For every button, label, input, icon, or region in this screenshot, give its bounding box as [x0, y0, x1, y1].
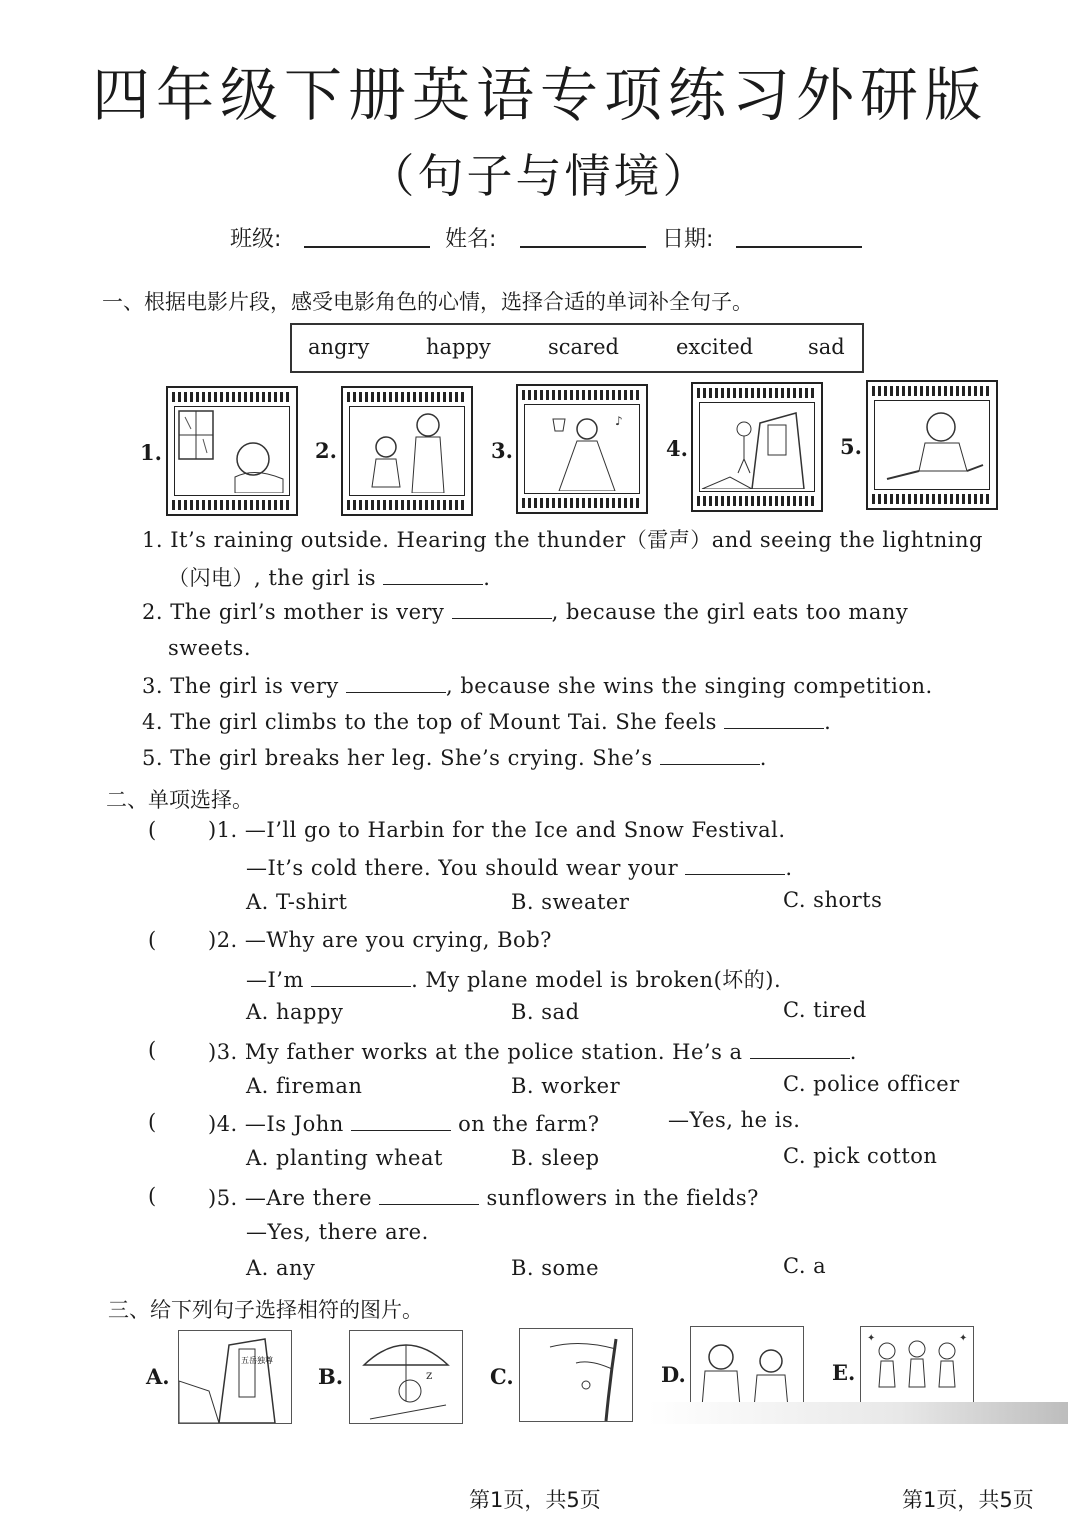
option-a[interactable]: A. happy [246, 1000, 344, 1024]
answer-blank[interactable] [379, 1184, 479, 1205]
page-edge-shadow [648, 1402, 1068, 1424]
s2-q5-line1: )5. —Are there sunflowers in the fields? [208, 1186, 759, 1210]
answer-paren[interactable]: ( [148, 1038, 157, 1062]
film-frame-4 [691, 382, 823, 512]
crying-girl-illustration [875, 401, 987, 487]
option-a[interactable]: A. planting wheat [246, 1146, 443, 1170]
tree-illustration [520, 1329, 632, 1421]
word-bank-item: scared [548, 335, 619, 359]
date-field[interactable] [736, 224, 862, 252]
answer-blank[interactable] [346, 672, 446, 693]
film-frame-2 [341, 386, 473, 516]
option-c[interactable]: C. police officer [783, 1072, 960, 1096]
answer-paren[interactable]: ( [148, 928, 157, 952]
class-label: 班级: [230, 227, 282, 252]
page-number-left: 第1页，共5页 [469, 1488, 601, 1512]
stone-sign-text: 五岳独尊 [241, 1356, 273, 1365]
page-title: 四年级下册英语专项练习外研版 [91, 61, 988, 129]
film-frame-3 [516, 384, 648, 514]
frame-number: 1. [140, 440, 162, 465]
picture-label: C. [490, 1364, 514, 1389]
frame-number: 4. [666, 436, 688, 461]
class-field[interactable] [304, 224, 430, 252]
word-bank [290, 323, 864, 373]
frame-number: 5. [840, 434, 862, 459]
s1-q3: 3. The girl is very , because she wins the singing competition. [142, 674, 933, 698]
svg-text:✦: ✦ [867, 1333, 876, 1344]
answer-blank[interactable] [660, 744, 760, 765]
name-field[interactable] [520, 224, 646, 252]
answer-blank[interactable] [383, 564, 483, 585]
option-c[interactable]: C. a [783, 1254, 827, 1278]
picture-label: B. [318, 1364, 344, 1389]
singing-winner-illustration [525, 405, 637, 491]
picture-e[interactable] [860, 1326, 974, 1404]
page-number-right: 第1页，共5页 [902, 1488, 1034, 1512]
answer-blank[interactable] [724, 708, 824, 729]
mountain-climb-illustration [700, 403, 812, 489]
s1-q4: 4. The girl climbs to the top of Mount Tai. She feels . [142, 710, 832, 734]
s2-q3-line1: )3. My father works at the police station. He’s a . [208, 1040, 857, 1064]
picture-b[interactable] [349, 1330, 463, 1424]
s1-q2-line1: 2. The girl’s mother is very , because the girl eats too many [142, 600, 909, 624]
picture-label: E. [832, 1360, 856, 1385]
name-label: 姓名: [445, 227, 497, 252]
option-c[interactable]: C. tired [783, 998, 867, 1022]
picture-a[interactable] [178, 1330, 292, 1424]
s2-q4-reply: —Yes, he is. [668, 1108, 801, 1132]
mount-tai-stone-illustration [179, 1331, 291, 1423]
beach-umbrella-sleep-illustration [350, 1331, 462, 1423]
angry-mother-illustration [350, 407, 462, 493]
s1-q5: 5. The girl breaks her leg. She’s crying. She’s . [142, 746, 767, 770]
option-c[interactable]: C. pick cotton [783, 1144, 938, 1168]
dancing-children-illustration [861, 1327, 973, 1403]
s1-q1-line2: （闪电）, the girl is . [168, 566, 491, 590]
picture-label: D. [661, 1362, 686, 1387]
s1-q1-line1: 1. It’s raining outside. Hearing the thunder（雷声）and seeing the lightning [142, 528, 983, 552]
section3-heading: 三、给下列句子选择相符的图片。 [108, 1298, 423, 1322]
answer-blank[interactable] [351, 1110, 451, 1131]
option-b[interactable]: B. sleep [511, 1146, 600, 1170]
word-bank-item: sad [808, 335, 845, 359]
film-frame-5 [866, 380, 998, 510]
s1-q2-line2: sweets. [168, 636, 251, 660]
option-a[interactable]: A. T-shirt [246, 890, 348, 914]
option-a[interactable]: A. any [246, 1256, 316, 1280]
s2-q1-line1: )1. —I’ll go to Harbin for the Ice and Snow Festival. [208, 818, 786, 842]
answer-blank[interactable] [685, 854, 785, 875]
svg-text:♪: ♪ [615, 414, 623, 428]
answer-blank[interactable] [311, 966, 411, 987]
svg-text:z: z [426, 1368, 433, 1382]
option-b[interactable]: B. worker [511, 1074, 621, 1098]
frame-number: 3. [491, 438, 513, 463]
section1-heading: 一、根据电影片段，感受电影角色的心情，选择合适的单词补全句子。 [102, 290, 753, 314]
option-b[interactable]: B. sweater [511, 890, 630, 914]
s2-q2-line1: )2. —Why are you crying, Bob? [208, 928, 552, 952]
page-subtitle: （句子与情境） [368, 149, 712, 203]
word-bank-item: happy [426, 335, 491, 359]
answer-blank[interactable] [452, 598, 552, 619]
option-b[interactable]: B. sad [511, 1000, 580, 1024]
s2-q1-line2: —It’s cold there. You should wear your . [246, 856, 793, 880]
word-bank-item: excited [676, 335, 754, 359]
answer-paren[interactable]: ( [148, 1184, 157, 1208]
s2-q5-line2: —Yes, there are. [246, 1220, 429, 1244]
picture-label: A. [146, 1364, 170, 1389]
s2-q2-line2: —I’m . My plane model is broken(坏的). [246, 968, 782, 992]
s2-q4-line1: )4. —Is John on the farm? [208, 1112, 600, 1136]
option-a[interactable]: A. fireman [246, 1074, 363, 1098]
option-c[interactable]: C. shorts [783, 888, 883, 912]
picture-c[interactable] [519, 1328, 633, 1422]
frame-number: 2. [315, 438, 337, 463]
date-label: 日期: [662, 227, 714, 252]
option-b[interactable]: B. some [511, 1256, 600, 1280]
scared-girl-illustration [175, 407, 287, 493]
answer-paren[interactable]: ( [148, 818, 157, 842]
svg-text:✦: ✦ [959, 1333, 968, 1344]
word-bank-item: angry [308, 335, 370, 359]
answer-blank[interactable] [750, 1038, 850, 1059]
section2-heading: 二、单项选择。 [106, 788, 253, 812]
film-frame-1 [166, 386, 298, 516]
answer-paren[interactable]: ( [148, 1110, 157, 1134]
